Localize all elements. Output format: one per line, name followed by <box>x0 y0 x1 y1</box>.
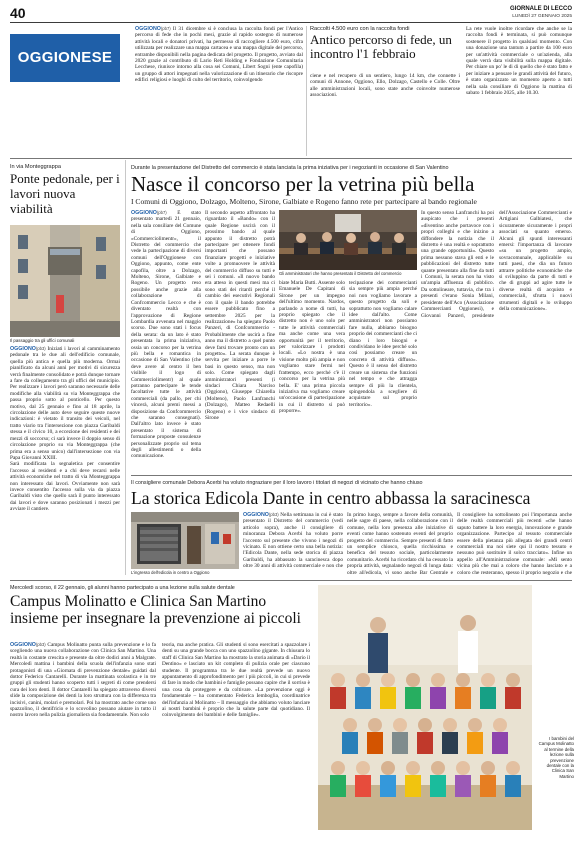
top-brief-col1 <box>135 26 303 156</box>
campus-col-a <box>10 642 156 834</box>
edicola-col-c: Il consigliere ha sottolineato poi l'importanza anche delle realtà commerciali più recenti «che hanno saputo battere la loro energia, innovazione e grande organizzazione. Partecipo al tessuto commerciale essere della pietanza più allegata dei grandi centri commerciali ma noi siete qui il nostro tessuto e nessuno può sostituire il solco tracciato». Infine un appello all'Amministrazione comunale: «Mi sento vicina più che mai a coloro che hanno lasciato e a coloro che resteranno, spesso il proprio negozio e che <box>457 512 572 576</box>
vetrina-kicker: Durante la presentazione del Distretto del commercio è stata lanciata la prima iniziativa per i negozianti in occasione di San Valentino <box>131 165 449 171</box>
left-story-text: Iniziati i lavori al camminamento pedonale tra le due ali dell'edificio comunale, quella più antica e quella più moderna. Ormai pianificato da alcuni anni per motivi di sicurezza verrà finalmente consolidato e potrà dunque tornare a fare da collegamento tra gli uffici del municipio. Per realizzare i lavori però saranno necessarie delle modifiche alla viabilità su via Monteggrappa che passa proprio sotto al ponticello. Per questo motivo, dal 25 gennaio e fino al 18 aprile, la circolazione delle auto deve seguire queste nuove indicazioni: è vietato il transito dei veicoli, nel tratto viario tra l'intersezione con piazza Garibaldi stessa e il civico 10, a eccezione dei residenti e dei mezzi di soccorso; ci sarà invece il doppio senso di circolazione proprio su via Monteggrappa (che prima era a senso unico) dall'intersezione con via Papa Giovanni XXIII. <box>10 346 120 461</box>
issue-date: LUNEDÌ 27 GENNAIO 2025 <box>512 14 572 19</box>
campus-dropcap: OGGIONO <box>10 642 36 648</box>
edicola-photo-caption: L'ingresso dell'edicola in centro a Oggiono <box>131 570 210 575</box>
left-story-photo-caption: Il passaggio tra gli uffici comunali <box>10 338 75 343</box>
edicola-kicker: Il consigliere comunale Debora Acerbi ha voluto ringraziare per il loro lavoro i titolari di negozi di vicinato che hanno chiuso <box>131 480 423 486</box>
edicola-dropcap: OGGIONO <box>243 512 269 518</box>
vetrina-col-b: Il secondo aspetto affrontato ha riguardato il «Bando» con il quale Regione uscirà con il prossimo bando al quale appunto il distretto potrà partecipare per ottenere fondi importanti che possano finanziare progetti e iniziative volte a promuovere le attività del commercio diffuso su tutti e sei i comuni. «Il nuovo bando era atteso in questi mesi ma ci sono stati dei ritardi perché il cambio dei esecutivi Regionali con il quale il bando potrebbe essere pubblicato fino a settembre 2025 per la realizzazione» ha spiegato Paolo Panzeri, di Confcommercio - Probabilmente che uscirà a fine anno ma il distretto a quel punto deve farsi trovare pronto con un progetto». La serata dunque è servita per iniziare a porre le basi in questo senso, ma non solo. Come spiegato dagli amministratori presenti (i sindaci Chiara Narciso (Oggiono), Giuseppe Chiarella (Molteno), Paolo Lanfranchi (Dolzago), Matteo Redaelli (Rogeno) e i vice sindaco di Sirone <box>205 210 275 421</box>
top-brief-col3: La rete vuole inoltre ricordare che anche se la raccolta fondi è terminata, si può comunque sostenere il progetto in qualsiasi momento. Con una donazione una tantum a partire da 100 euro per un'attività commerciale o un'azienda, alla quale verrà data visibilità sulla mappa digitale. Per chiare un po' le di di quello che è stato fatto e per iniziare a pensare le grandi attività del futuro, è stato organizzato un momento aperto a tutti nella sala consiliare di Oggiono la mattina di sabato 1 febbraio 2025, alle 10.30. <box>466 26 572 97</box>
top-brief-col2: ciene e nel recupero di un sentiero, lungo 14 km, che connette i comuni di Annone, Oggiono, Ello, Dolzago, Castello e Colle. Oltre alle amministrazioni locali, sono state anche coinvolte numerose associazioni. <box>310 73 460 99</box>
top-brief-divider <box>306 26 307 156</box>
campus-photo-caption: I bambini del Campus Molinatto al termine della lezione sulla prevenzione dentale con la Clinica San Martino <box>538 736 574 779</box>
campus-kicker: Mercoledì scorso, il 22 gennaio, gli alunni hanno partecipato a una lezione sulla salute dentale <box>10 585 235 591</box>
left-story-kicker: In via Monteggrappa <box>10 164 61 170</box>
header-rule <box>10 22 572 23</box>
top-brief-bottom-rule <box>10 158 572 159</box>
top-brief-credit: (pb7) <box>160 26 171 31</box>
campus-photo <box>318 585 532 830</box>
left-story-credit: (pb3) <box>35 346 46 351</box>
page-number: 40 <box>10 5 26 21</box>
edicola-col-b: In primo luogo, sempre a favore della comunità, nelle sagre di paese, nella collaborazione con il comune, nella loro presenza alle iniziative di eventi come hanno sostenuto eventi del proprio progetto del commercio. Sempre presenti di fatto un semplice chiosco, quella ricchissima e benefica del tessuto sociale, particolarmente comunitario. Acerbi ha ricordato chi ha cessato la propria attività, segnalando negozi di lunga data: oltre all'edicola, vi sono anche Bar Centrale e <box>347 512 453 576</box>
vetrina-headline: Nasce il concorso per la vetrina più bella <box>131 172 475 196</box>
top-brief-dropcap: OGGIONO <box>135 26 161 32</box>
left-column-divider <box>125 160 126 575</box>
vetrina-credit: (pb7) <box>156 210 167 215</box>
campus-credit: (pb3) <box>35 642 46 647</box>
edicola-credit: (pb3) <box>268 512 279 517</box>
newsstand-photo-illustration <box>131 512 239 569</box>
vetrina-dropcap: OGGIONO <box>131 210 157 216</box>
vetrina-photo-caption: Gli amministratori che hanno presentato il Distretto del commercio <box>279 271 402 276</box>
left-story-dropcap: OGGIONO <box>10 346 36 352</box>
vetrina-bottom-rule <box>131 475 572 476</box>
edicola-photo <box>131 512 239 569</box>
vetrina-col-c: biate Maria Butti. Assente solo Emanuele De Capitani di Sirone per un impegno dell'ultimo momento. Nardos, parlando a nome di tutti, ha proprio spiegato che il distretto non è uno solo per tutte le attività commerciali ma anche come una vera opportunità per il territorio, per valorizzare i prodotti locali. «Lo nostra è una visione molto più ampia e non vogliamo stare fermi nel frattempo, ecco perché c'è il concorso per la vetrina più bella. E' una prima piccola iniziativa ma vogliamo creare un'occasione di partecipazione in cui il distretto si può proporre». <box>279 280 345 415</box>
left-story-headline: Ponte pedonale, per i lavori nuova viabilità <box>10 171 120 216</box>
edicola-headline: La storica Edicola Dante in centro abbassa la saracinesca <box>131 488 531 508</box>
left-story-body <box>10 346 120 576</box>
vetrina-photo <box>279 210 417 270</box>
vetrina-col-a-text: È stato presentato martedì 21 gennaio, nella sala consiliare del Comune di Oggiono, «Commerciolimentr», il Distretto del commercio che vede la partecipazione di diversi comuni dell'Oggionese con Oggiono, appunto, come ente capofila, oltre a Dolzago, Molteno, Sirone, Galbiate e Rogeno. Un progetto reso possibile anche grazie alla collaborazione di Confcommercio Lecco e che è diventato realtà con l'approvazione di Regione Lombardia avvenuta nel maggio scorso. Due sono stati i focus della serata: da un lato è stato presentata la prima iniziativa, ossia un concorso per la vetrina più bella e romantica in occasione di San Valentino (che deve avere al centro il ben visibile il logo di Commerciolimentr) al quale potranno partecipare le tende facoltative tutte le attività commerciali (da pallo, per chi vincerà, alcuni premi messi a disposizione da Confcommercio che saranno consegnati). Dall'altro lato invece è stato presentato il sistema di formazione proposte consulenze personalizzate proprio sul tema degli allestimenti o della comunicazione. <box>131 210 201 460</box>
edicola-col-a-text: Nella settimana in cui è stato presentato il Distretto del commercio (vedi articolo sopra), anche il consigliere di minoranza Debora Acerbi ha voluto porre l'accento sul presente che vivono i negozi di vicinato. E non ottiene certo una bella notizia: l'Edicola Dante, nella sede storica di piazza Garibaldi, ha abbassato la saracinesca dopo oltre 30 anni di attività commerciale e non che <box>243 512 343 570</box>
top-brief-kicker: Raccolti 4.500 euro con la raccolta fondi <box>310 26 410 32</box>
paper-name: GIORNALE DI LECCO <box>509 6 572 12</box>
campus-col-a-text: Campus Molinatto punta sulla prevenzione e lo fa scegliendo una nuova collaborazione con Clinica San Martino. Una realtà in costante crescita e presente da oltre dodici anni a Malgrate. Mercoledì mattina i bambini della scuola dell'infanzia sono stati protagonisti di una «Giornata di prevenzione dentale» guidati dal dottor Federico Cantarelli. Durante la mattinata scolastica e in tre gruppi gli studenti hanno scoperto tutti i segreti di come prendersi cura dei loro denti. Il dottor Cantarelli ha spiegato attraverso diversi slide la composizione dei denti la loro struttura con la differenza tra incisivi, canini, molari e premolari. Poi ha mostrato anche come uno spazzolino, il dentifricio e lo scovolino possano aiutare in tutto il nostro lavoro nella pulizia giornaliera sia fondamentale. Non solo <box>10 642 156 719</box>
vetrina-col-a <box>131 210 201 472</box>
bridge-photo-illustration <box>10 225 120 337</box>
top-brief-headline: Antico percorso di fede, un incontro l'1 febbraio <box>310 33 452 61</box>
officials-photo-illustration <box>279 210 417 270</box>
top-brief-text: Il 31 dicembre si è conclusa la raccolta fondi per l'Antico percorso di fede che in pochi mesi, grazie al rapido sostegno di numerose attività locali e donatori privati, ha permesso di raccogliere 4.500 euro, cifra utilizzata per realizzare una mappa cartacea e una mappa digitale del percorso, entrambe disponibili nella pagina dedicata del progetto. Il progetto, avviato dal 2020 grazie al contributo di Lario Reti Holding e Fondazione Comunitaria Lecchese, riunisce intorno alla cosa sei Comuni, Libert Sogni (ente capofila) un gruppo di attori impegnati nella valorizzazione di un itinerario che riscopre edifici religiosi e luoghi di culto del territorio, coinvolgendo <box>135 26 303 84</box>
campus-col-b: teoria, ma anche pratica. Gli studenti si sono esercitati a spazzolare i denti su una grande bocca con uno spazzolino gigante. In chiusura lo staff di Clinica San Martino ha mostrato la storia animata di «Dario il Dentino» e lasciato un kit completo di pulizia orale per ciascuno studente. Il programma tra le due realtà prevede un nuovo appuntamento di approfondimento per i più piccoli, in cui si prevede di fare in modo che bambini e famiglie possano capire che il sorriso è una cosa da proteggere e da coltivare. «La prevenzione oggi è fondamentale – ha commentato Federica Iemboglia, coordinatrice dell'infanzia al Molinatto – Il messaggio che abbiamo voluto lanciare ai nostri bambini è proprio che la salute parte dal quotidiano. Il coinvolgimento dei bambini e delle famiglie». <box>162 642 310 719</box>
vetrina-col-d: tecipazione dei commercianti sia sempre più ampia perché noi non vogliamo lavorare a questo progetto da soli e soprattutto non vogliamo calare idee dall'alto. Come amministratori non possiamo fare nulla, abbiamo bisogno proprio dei commercianti che ci diano i loro bisogni e condividano le idee perché solo così possiamo creare un concreto di attività diffuso». Questo è il senso del distretto creare un sistema che funzioni nel tempo e che attragga sempre di più la clientela, spingendola a scegliere di acquistare sul proprio territorio». <box>349 280 417 408</box>
children-photo-illustration <box>318 585 532 830</box>
vetrina-subhead: I Comuni di Oggiono, Dolzago, Molteno, Sirone, Galbiate e Rogeno fanno rete per partecipare al bando regionale <box>131 197 477 206</box>
left-story-text2: Sarà modificata la segnaletica per consentire l'accesso ai residenti e a chi deve recarsi nelle attività economiche nel tratto di via Monteggrappa non interessato dai lavori. Ovviamente non sarà invece consentito l'accesso sulla via da piazza Garibaldi visto che quello sarà il punto interessato dai lavori e dove saranno posizionati i mezzi per avviare il cantiere. <box>10 461 120 513</box>
vetrina-col-e: In questo senso Lanfranchi ha poi auspicato che i presenti «diventino anche portavoce con i propri colleghi e che inizino a diffondere la notizia che il distretto è una realtà e soprattutto una grande opportunità». Questo prima nessuno stava gli enti e le pubblicazioni del distretto tutte quante presentato alla fine da tutti i Comuni, la serata non ha visto un'ampia affluenza di pubblico. Da sottolineare, tuttavia, che tra i presenti c'erano Sonia Milani, presidente dell'Aco (Associazione Commercianti Oggionesi), e Giovanni Panzeri, presidente dell'Associazione Commercianti e Artigiani Galbiatesi, che sicuramente sicuramente i propri associati su quanto emerso. Alcuni gli spunti interessanti emersi: l'importanza di lavorare «su un progetto ampio, sovracomunale, applicabile su tutti paesi, che dia un futuro attrarre politiche economiche che si sviluppino da parte di tutti e che di gruppi ad agire tutte le diverse realtà di acquisto e commerciali, sfrutta i nuovi strumenti digitali e lo sviluppo della comunicazione». <box>421 210 572 319</box>
edicola-col-a <box>243 512 343 576</box>
campus-headline: Campus Molinatto e Clinica San Martino insieme per insegnare la prevenzione ai piccoli <box>10 593 301 627</box>
edicola-bottom-rule <box>10 580 572 581</box>
left-story-photo <box>10 225 120 337</box>
section-label: OGGIONESE <box>10 34 120 82</box>
